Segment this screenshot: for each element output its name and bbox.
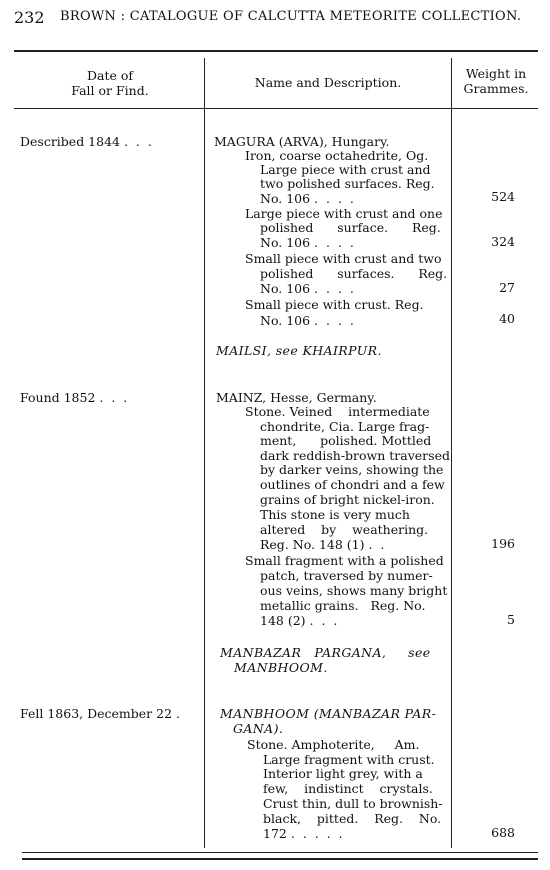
mainz-line: grains of bright nickel-iron.	[260, 492, 435, 507]
leader-dots: . . . .	[314, 281, 356, 296]
magura-date-text: Described 1844	[20, 134, 120, 149]
column-header-date-text: Date of Fall or Find.	[71, 68, 149, 98]
column-header-weight	[456, 66, 536, 96]
magura-line: polished surface. Reg.	[260, 220, 441, 235]
mainz-line: This stone is very much	[260, 507, 410, 522]
manbhoom-title: MANBHOOM (MANBAZAR PAR-	[220, 706, 437, 721]
mainz-date	[20, 390, 129, 405]
mainz-line	[260, 613, 339, 628]
manbhoom-date	[20, 706, 182, 721]
magura-line: Large piece with crust and	[260, 162, 431, 177]
mainz-line: dark reddish-brown traversed	[260, 448, 450, 463]
leader-dots: . . .	[309, 613, 340, 628]
mainz-line: ment, polished. Mottled	[260, 433, 432, 448]
manbhoom-reg: 172	[263, 826, 287, 841]
weight-value: 40	[499, 311, 515, 326]
weight-value: 5	[507, 612, 515, 627]
mainz-line: outlines of chondri and a few	[260, 477, 445, 492]
magura-reg: No. 106	[260, 281, 311, 296]
mainz-line: Small fragment with a polished	[245, 553, 444, 568]
leader-dots: . . .	[99, 390, 130, 405]
magura-title: MAGURA (ARVA), Hungary.	[214, 134, 390, 149]
mainz-line: by darker veins, showing the	[260, 462, 444, 477]
magura-line: Iron, coarse octahedrite, Og.	[245, 148, 429, 163]
header-bottom-rule	[14, 108, 538, 109]
manbhoom-line: Interior light grey, with a	[263, 766, 423, 781]
bottom-rule-1	[22, 852, 538, 853]
magura-line	[260, 313, 356, 328]
magura-line	[260, 235, 356, 250]
magura-line: Large piece with crust and one	[245, 206, 443, 221]
leader-dots: . . . .	[314, 191, 356, 206]
manbhoom-line: Large fragment with crust.	[263, 752, 435, 767]
magura-reg: No. 106	[260, 235, 311, 250]
column-header-weight-text: Weight in Grammes.	[463, 66, 529, 96]
mainz-title: MAINZ, Hesse, Germany.	[216, 390, 377, 405]
mainz-line: patch, traversed by numer-	[260, 568, 433, 583]
magura-line: two polished surfaces. Reg.	[260, 176, 435, 191]
mainz-line: metallic grains. Reg. No.	[260, 598, 426, 613]
mailsi-cross-reference: MAILSI, see KHAIRPUR.	[216, 343, 382, 358]
top-rule	[14, 50, 538, 52]
mainz-line: Stone. Veined intermediate	[245, 404, 430, 419]
manbhoom-line: few, indistinct crystals.	[263, 781, 433, 796]
mainz-date-text: Found 1852	[20, 390, 96, 405]
weight-value: 324	[491, 234, 515, 249]
weight-value: 196	[491, 536, 515, 551]
magura-line: Small piece with crust. Reg.	[245, 297, 424, 312]
leader-dots: . . .	[123, 134, 154, 149]
magura-reg: No. 106	[260, 313, 311, 328]
manbhoom-date-text: Fell 1863, December 22	[20, 706, 173, 721]
column-header-name	[210, 75, 446, 90]
magura-date	[20, 134, 154, 149]
page-number: 232	[14, 8, 45, 27]
leader-dots: . .	[368, 537, 387, 552]
manbazar-cross-reference: MANBHOOM.	[234, 660, 328, 675]
magura-reg: No. 106	[260, 191, 311, 206]
magura-line	[260, 191, 356, 206]
bottom-rule-2	[22, 858, 538, 860]
mainz-line	[260, 537, 386, 552]
mainz-reg: Reg. No. 148 (1)	[260, 537, 365, 552]
mainz-line: altered by weathering.	[260, 522, 429, 537]
manbhoom-line: Crust thin, dull to brownish-	[263, 796, 443, 811]
manbazar-cross-reference: MANBAZAR PARGANA, see	[220, 645, 431, 660]
mainz-reg: 148 (2)	[260, 613, 306, 628]
manbhoom-line: Stone. Amphoterite, Am.	[247, 737, 420, 752]
column-header-name-text: Name and Description.	[254, 75, 402, 90]
manbhoom-line	[263, 826, 345, 841]
manbhoom-title: GANA).	[233, 721, 284, 736]
leader-dots: . . . .	[314, 235, 356, 250]
magura-line: Small piece with crust and two	[245, 251, 442, 266]
running-title: BROWN : CATALOGUE OF CALCUTTA METEORITE COLLECTION.	[60, 9, 522, 24]
magura-line	[260, 281, 356, 296]
weight-value: 27	[499, 280, 515, 295]
weight-value: 688	[491, 825, 515, 840]
mainz-line: ous veins, shows many bright	[260, 583, 448, 598]
leader-dots: .	[176, 706, 183, 721]
magura-line: polished surfaces. Reg.	[260, 266, 448, 281]
column-divider-1	[204, 58, 205, 848]
leader-dots: . . . . .	[290, 826, 345, 841]
column-divider-2	[451, 58, 452, 848]
manbhoom-line: black, pitted. Reg. No.	[263, 811, 442, 826]
weight-value: 524	[491, 189, 515, 204]
leader-dots: . . . .	[314, 313, 356, 328]
mainz-line: chondrite, Cia. Large frag-	[260, 419, 430, 434]
column-header-date	[30, 68, 190, 98]
